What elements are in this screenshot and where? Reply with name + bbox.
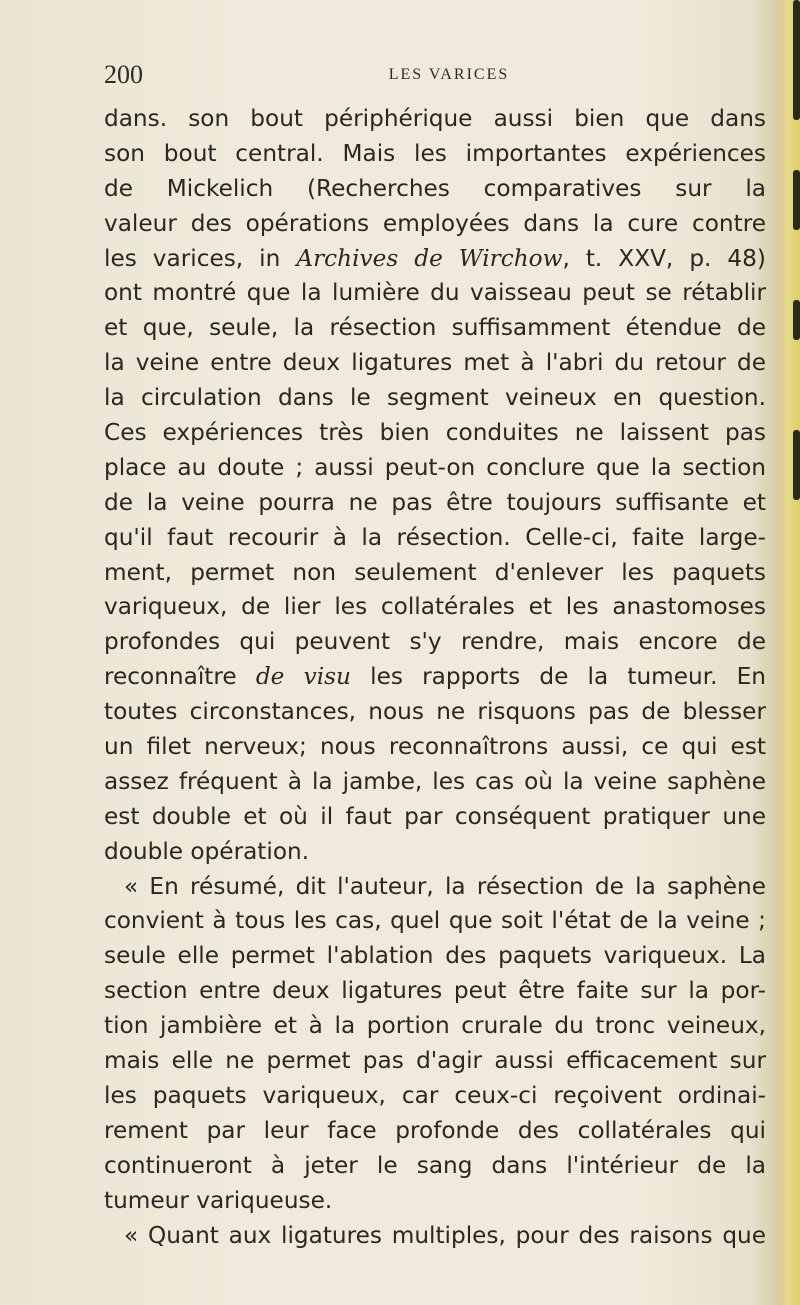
text-run: qu'il faut recourir à la résection. Celle-ci, faite large- <box>104 523 766 551</box>
text-run: assez fréquent à la jambe, les cas où la veine saphène <box>104 767 766 795</box>
text-run: la veine entre deux ligatures met à l'abri du retour de <box>104 349 766 377</box>
text-run: toutes circonstances, nous ne risquons pas de blesser <box>104 698 766 726</box>
text-run: les rapports de la tumeur. En <box>350 663 766 691</box>
text-line <box>104 242 766 277</box>
running-title: LES VARICES <box>388 66 510 83</box>
text-run: de la veine pourra ne pas être toujours suffisante et <box>104 488 766 516</box>
text-run: seule elle permet l'ablation des paquets variqueux. La <box>104 942 766 970</box>
text-line <box>104 939 766 974</box>
text-line <box>104 207 766 242</box>
text-line <box>104 1009 766 1044</box>
text-run: tumeur variqueuse. <box>104 1186 333 1214</box>
text-line <box>104 102 766 137</box>
text-line <box>104 521 766 556</box>
text-run: son bout central. Mais les importantes expériences <box>104 139 766 167</box>
text-run: les paquets variqueux, car ceux-ci reçoivent ordinai- <box>104 1081 766 1109</box>
text-run: tion jambière et à la portion crurale du tronc veineux, <box>104 1012 766 1040</box>
text-line <box>104 346 766 381</box>
text-run: de Mickelich (Recherches comparatives sur la <box>104 174 766 202</box>
text-line <box>104 1044 766 1079</box>
text-line <box>104 1149 766 1184</box>
text-line <box>104 381 766 416</box>
text-line <box>104 730 766 765</box>
text-line <box>104 974 766 1009</box>
binding-shadow <box>793 0 800 120</box>
text-line <box>104 835 766 870</box>
text-run: place au doute ; aussi peut-on conclure que la section <box>104 453 766 481</box>
binding-shadow <box>793 300 800 340</box>
text-line <box>104 556 766 591</box>
text-run: double opération. <box>104 837 310 865</box>
text-line <box>104 1114 766 1149</box>
text-line <box>104 765 766 800</box>
text-line <box>104 416 766 451</box>
italic-text: de visu <box>255 663 351 691</box>
text-run: dans. son bout périphérique aussi bien que dans <box>104 105 766 132</box>
text-run: continueront à jeter le sang dans l'intérieur de la <box>104 1151 766 1179</box>
text-line <box>104 660 766 695</box>
text-line <box>104 800 766 835</box>
text-run: , t. XXV, p. 48) <box>562 244 766 272</box>
text-run: mais elle ne permet pas d'agir aussi efficacement sur <box>104 1047 766 1075</box>
text-line <box>104 486 766 521</box>
text-run: « En résumé, dit l'auteur, la résection de la saphène <box>124 872 766 900</box>
text-run: et que, seule, la résection suffisamment étendue de <box>104 314 766 342</box>
text-line <box>104 137 766 172</box>
text-run: convient à tous les cas, quel que soit l'état de la veine ; <box>104 907 766 935</box>
text-run: ont montré que la lumière du vaisseau peut se rétablir <box>104 279 766 307</box>
text-line <box>104 311 766 346</box>
text-run: ment, permet non seulement d'enlever les paquets <box>104 558 766 586</box>
text-run: « Quant aux ligatures multiples, pour des raisons que <box>124 1221 766 1249</box>
binding-shadow <box>793 430 800 500</box>
italic-text: Archives de Wirchow <box>296 244 563 272</box>
text-line <box>104 1079 766 1114</box>
binding-shadow <box>793 170 800 230</box>
text-run: rement par leur face profonde des collatérales qui <box>104 1116 766 1144</box>
text-run: Ces expériences très bien conduites ne laissent pas <box>104 419 766 447</box>
text-line <box>104 1184 766 1219</box>
text-line <box>104 451 766 486</box>
text-line <box>104 590 766 625</box>
text-run: profondes qui peuvent s'y rendre, mais encore de <box>104 628 766 656</box>
text-line <box>104 904 766 939</box>
text-run: est double et où il faut par conséquent pratiquer une <box>104 802 766 830</box>
body-text <box>104 102 766 1253</box>
text-run: un filet nerveux; nous reconnaîtrons aussi, ce qui est <box>104 733 766 761</box>
text-line <box>104 695 766 730</box>
text-line <box>104 172 766 207</box>
text-run: valeur des opérations employées dans la cure contre <box>104 209 766 237</box>
text-run: les varices, in <box>104 244 297 272</box>
running-head <box>104 60 764 96</box>
text-run: section entre deux ligatures peut être faite sur la por- <box>104 977 766 1005</box>
page-number: 200 <box>104 60 143 89</box>
text-run: reconnaître <box>104 663 256 691</box>
text-line <box>104 276 766 311</box>
text-run: variqueux, de lier les collatérales et les anastomoses <box>104 593 766 621</box>
text-line <box>104 1219 766 1254</box>
text-run: la circulation dans le segment veineux en question. <box>104 384 766 412</box>
text-line <box>104 625 766 660</box>
text-line <box>104 870 766 905</box>
